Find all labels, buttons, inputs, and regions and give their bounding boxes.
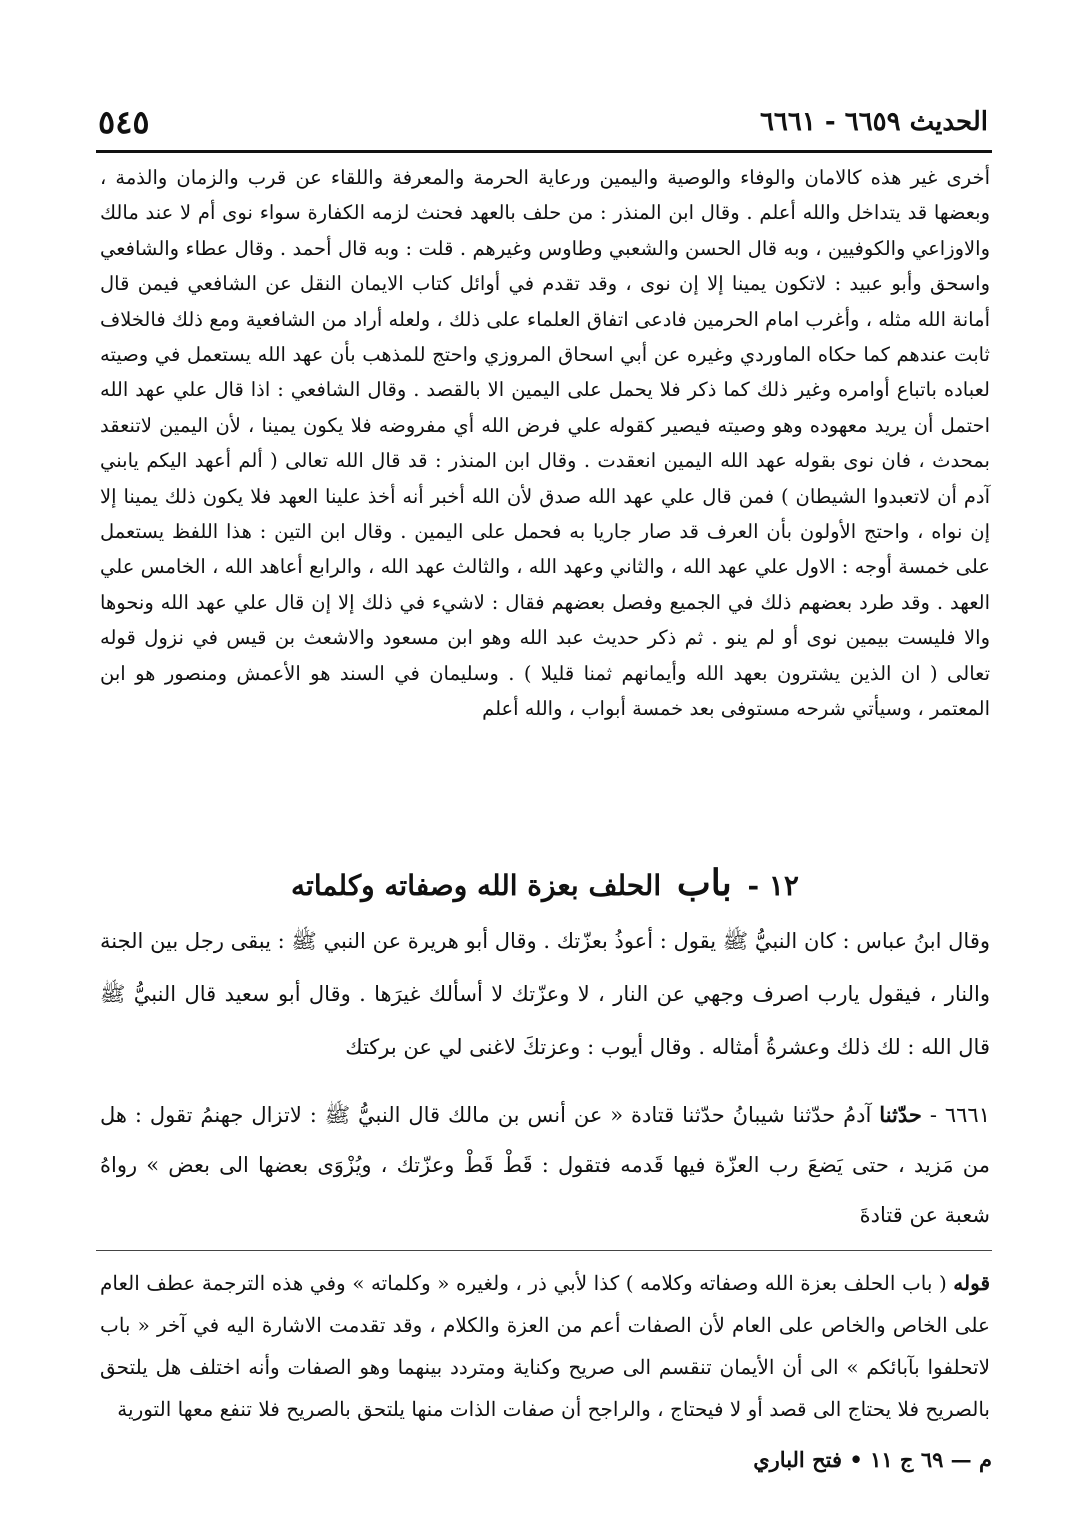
chapter-title: الحلف بعزة الله وصفاته وكلماته <box>291 869 662 902</box>
commentary-bottom-text: ( باب الحلف بعزة الله وصفاته وكلامه ) كذا لأبي ذر ، ولغيره « وكلماته » وفي هذه الترجمة عطف العام على الخاص والخاص على العام لأن الصفات أعم من العزة والكلام ، وقد تقدمت الاشارة اليه في آخر « باب لاتحلفوا بآبائكم » الى أن الأيمان تنقسم الى صريح وكناية ومتردد بينهما وهو الصفات وأنه اختلف هل يلتحق بالصريح فلا يحتاج الى قصد أو لا فيحتاج ، والراجح أن صفات الذات منها يلتحق بالصريح فلا تنفع معها التورية <box>100 1271 990 1421</box>
commentary-bottom-paragraph <box>100 1262 990 1430</box>
matn-intro-text: وقال ابنُ عباس : كان النبيُّ ﷺ يقول : أعوذُ بعزّتك . وقال أبو هريرة عن النبي ﷺ : يبقى رجل بين الجنة والنار ، فيقول يارب اصرف وجهي عن النار ، لا وعزّتك لا أسألك غيرَها . وقال أبو سعيد قال النبيُّ ﷺ قال الله : لك ذلك وعشرةُ أمثاله . وقال أيوب : وعزتكَ لاغنى لي عن بركتك <box>100 929 990 1059</box>
commentary-top <box>100 160 990 860</box>
hadith-number: ٦٦٦١ - <box>929 1103 990 1127</box>
commentary-bottom <box>100 1262 990 1432</box>
header-rule <box>96 150 992 153</box>
matn-intro <box>100 915 990 1080</box>
hadith-label: حدّثنا <box>879 1102 922 1127</box>
commentary-lead: قوله <box>953 1271 991 1295</box>
hadith-text: آدمُ حدّثنا شيبانُ حدّثنا قتادة « عن أنس بن مالك قال النبيُّ ﷺ : لاتزال جهنمُ تقول : هل من مَزيد ، حتى يَضعَ رب العزّة فيها قَدمه فتقول : قَطْ قَطْ وعزّتك ، ويُزْوَى بعضها الى بعض » رواهُ شعبة عن قتادةَ <box>100 1103 990 1227</box>
chapter-heading <box>100 858 990 908</box>
running-title: الحديث ٦٦٥٩ - ٦٦٦١ <box>759 107 988 137</box>
chapter-number: ١٢ - <box>747 869 799 902</box>
chapter-bab-word: باب <box>676 862 732 904</box>
commentary-paragraph: أخرى غير هذه كالامان والوفاء والوصية واليمين ورعاية الحرمة والمعرفة واللقاء عن قرب والزمان والذمة ، وبعضها قد يتداخل والله أعلم . وقال ابن المنذر : من حلف بالعهد فحنث لزمه الكفارة سواء نوى أم لا عند مالك والاوزاعي والكوفيين ، وبه قال الحسن والشعبي وطاوس وغيرهم . قلت : وبه قال أحمد . وقال عطاء والشافعي واسحق وأبو عبيد : لاتكون يمينا إلا إن نوى ، وقد تقدم في أوائل كتاب الايمان النقل عن الشافعي فيمن قال أمانة الله مثله ، وأغرب امام الحرمين فادعى اتفاق العلماء على ذلك ، ولعله أراد من الشافعية ومع ذلك فالخلاف ثابت عندهم كما حكاه الماوردي وغيره عن أبي اسحاق المروزي واحتج للمذهب بأن عهد الله يستعمل في وصيته لعباده باتباع أوامره وغير ذلك كما ذكر فلا يحمل على اليمين الا بالقصد . وقال الشافعي : اذا قال علي عهد الله احتمل أن يريد معهوده وهو وصيته فيصير كقوله علي فرض الله أي مفروضه فلا يكون يمينا ، لأن اليمين لاتنعقد بمحدث ، فان نوى بقوله عهد الله اليمين انعقدت . وقال ابن المنذر : قد قال الله تعالى ( ألم أعهد اليكم يابني آدم أن لاتعبدوا الشيطان ) فمن قال علي عهد الله صدق لأن الله أخبر أنه أخذ علينا العهد فلا يكون ذلك يمينا إلا إن نواه ، واحتج الأولون بأن العرف قد صار جاريا به فحمل على اليمين . وقال ابن التين : هذا اللفظ يستعمل على خمسة أوجه : الاول علي عهد الله ، والثاني وعهد الله ، والثالث عهد الله ، والرابع أعاهد الله ، الخامس علي العهد . وقد طرد بعضهم ذلك في الجميع وفصل بعضهم فقال : لاشيء في ذلك إلا إن قال علي عهد الله ونحوها والا فليست بيمين نوى أو لم ينو . ثم ذكر حديث عبد الله وهو ابن مسعود والاشعث بن قيس في نزول قوله تعالى ( ان الذين يشترون بعهد الله وأيمانهم ثمنا قليلا ) . وسليمان في السند هو الأعمش ومنصور هو ابن المعتمر ، وسيأتي شرحه مستوفى بعد خمسة أبواب ، والله أعلم <box>100 166 990 721</box>
page-header <box>98 98 988 146</box>
hadith-6661 <box>100 1090 990 1245</box>
section-rule <box>96 1250 992 1251</box>
page-number: ٥٤٥ <box>98 103 150 141</box>
hadith-paragraph <box>100 1090 990 1240</box>
page-footer-signature: م — ٦٩ ج ١١ • فتح الباري <box>753 1447 992 1472</box>
